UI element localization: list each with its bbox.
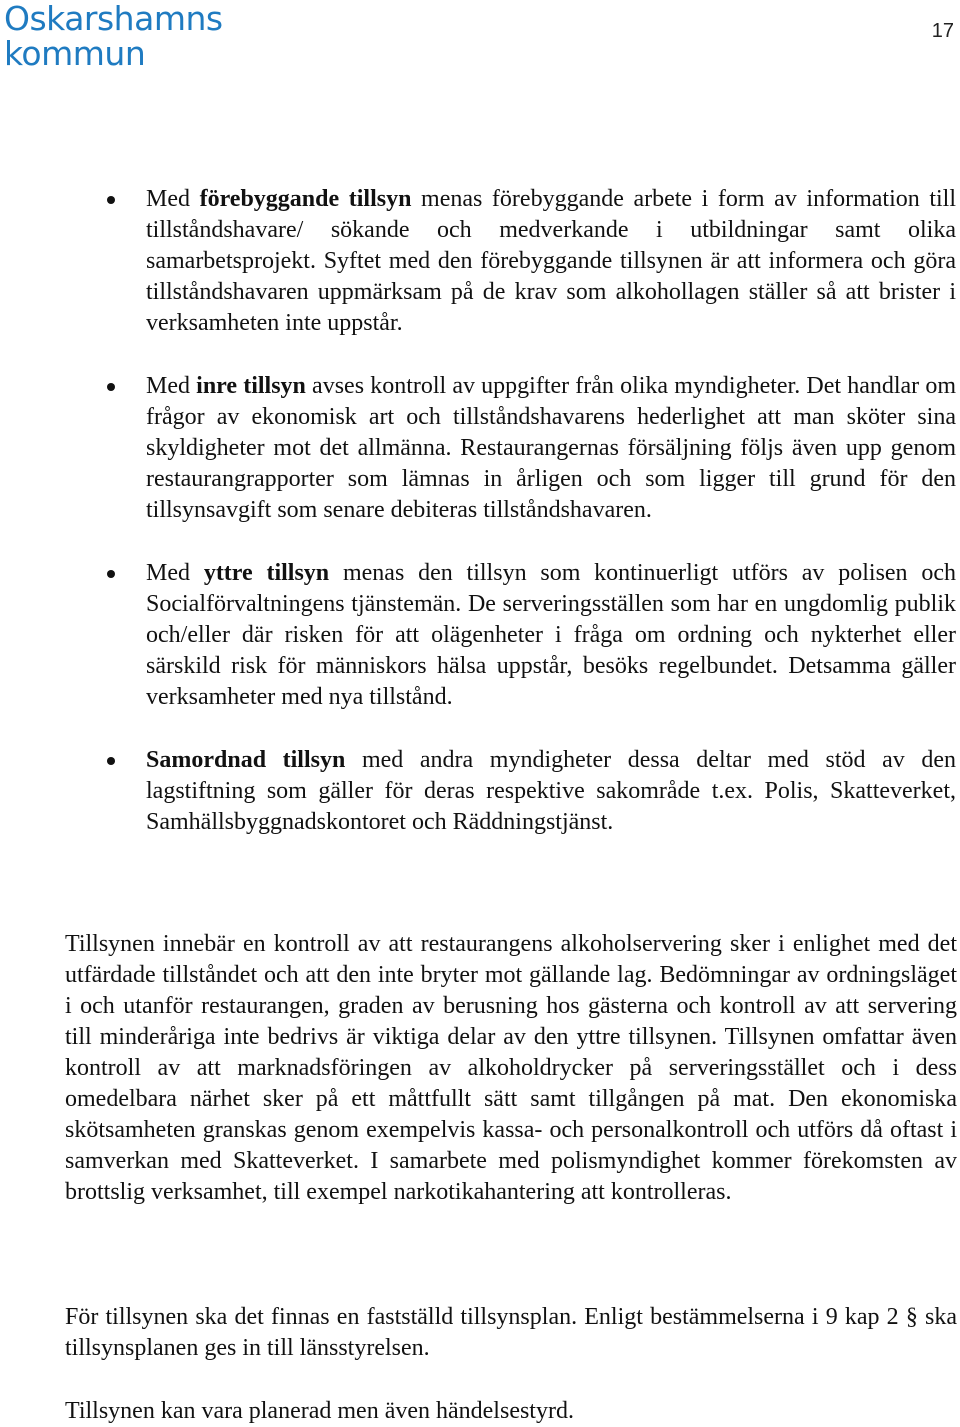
page-number: 17 xyxy=(931,20,954,42)
bullet-prefix: Med xyxy=(146,560,204,586)
bullet-inre-tillsyn xyxy=(0,371,960,526)
paragraph-tillsyn-kontroll: Tillsynen innebär en kontroll av att restaurangens alkoholservering sker i enlighet med det utfärdade tillståndet och att den inte bryter mot gällande lag. Bedömningar av ordningsläget i och utanför restaurangen, graden av berusning hos gästerna och kontroll av att servering till minderåriga inte bedrivs är viktiga delar av den yttre tillsynen. Tillsynen omfattar även kontroll av att marknadsföringen av alkoholdrycker på serveringsstället och i dess omedelbara närhet sker på ett måttfullt sätt samt tillgången på mat. Den ekonomiska skötsamheten granskas genom exempelvis kassa- och personalkontroll och utförs då oftast i samverkan med Skatteverket. I samarbete med polismyndighet kommer förekomsten av brottslig verksamhet, till exempel narkotikahantering att kontrolleras. xyxy=(65,931,957,1205)
bullet-dot xyxy=(107,196,115,204)
tillsyn-bullet-list xyxy=(0,184,960,838)
bullet-prefix: Med xyxy=(146,186,200,212)
bullet-text: menas den tillsyn som kontinuerligt utförs av polisen och Socialförvaltningens tjänstemän. De serveringsställen som har en ungdomlig publik och/eller där risken för att olägenheter i fråga om ordning och nykterhet eller särskild risk för människors hälsa uppstår, besöks regelbundet. Detsamma gäller verksamheter med nya tillstånd. xyxy=(146,560,957,710)
bullet-term: förebyggande tillsyn xyxy=(199,186,412,212)
bullet-term: inre tillsyn xyxy=(196,373,306,399)
bullet-text: med andra myndigheter dessa deltar med stöd av den lagstiftning som gäller för deras respektive sakområde t.ex. Polis, Skatteverket, Samhällsbyggnadskontoret och Räddningstjänst. xyxy=(146,747,957,835)
bullet-yttre-tillsyn xyxy=(0,558,960,713)
paragraph-planerad-handelsestyrd: Tillsynen kan vara planerad men även händelsestyrd. xyxy=(65,1398,574,1424)
bullet-forebyggande-tillsyn xyxy=(0,184,960,339)
bullet-term: yttre tillsyn xyxy=(203,560,330,586)
bullet-samordnad-tillsyn xyxy=(0,745,960,838)
logo-line-2: kommun xyxy=(4,34,146,73)
bullet-prefix: Med xyxy=(146,373,197,399)
bullet-text: avses kontroll av uppgifter från olika myndigheter. Det handlar om frågor av ekonomisk art och tillståndshavarens hederlighet att man sköter sina skyldigheter mot det allmänna. Restaurangernas försäljning följs även upp genom restaurangrapporter som lämnas in årligen och som ligger till grund för den tillsynsavgift som senare debiteras tillståndshavaren. xyxy=(146,373,956,523)
bullet-dot xyxy=(107,383,115,391)
bullet-dot xyxy=(107,570,115,578)
paragraph-tillsynsplan: För tillsynen ska det finnas en fastställd tillsynsplan. Enligt bestämmelserna i 9 kap 2 § ska tillsynsplanen ges in till länsstyrelsen. xyxy=(65,1304,957,1361)
kommun-logo xyxy=(4,2,223,71)
bullet-text: menas förebyggande arbete i form av information till tillståndshavare/ sökande och medverkande i utbildningar samt olika samarbetsprojekt. Syftet med den förebyggande tillsynen är att informera och göra tillståndshavaren uppmärksam på de krav som alkohollagen ställer så att brister i verksamheten inte uppstår. xyxy=(146,186,956,336)
bullet-dot xyxy=(107,757,115,765)
logo-line-1: Oskarshamns xyxy=(4,0,223,38)
bullet-term: Samordnad tillsyn xyxy=(146,747,346,773)
